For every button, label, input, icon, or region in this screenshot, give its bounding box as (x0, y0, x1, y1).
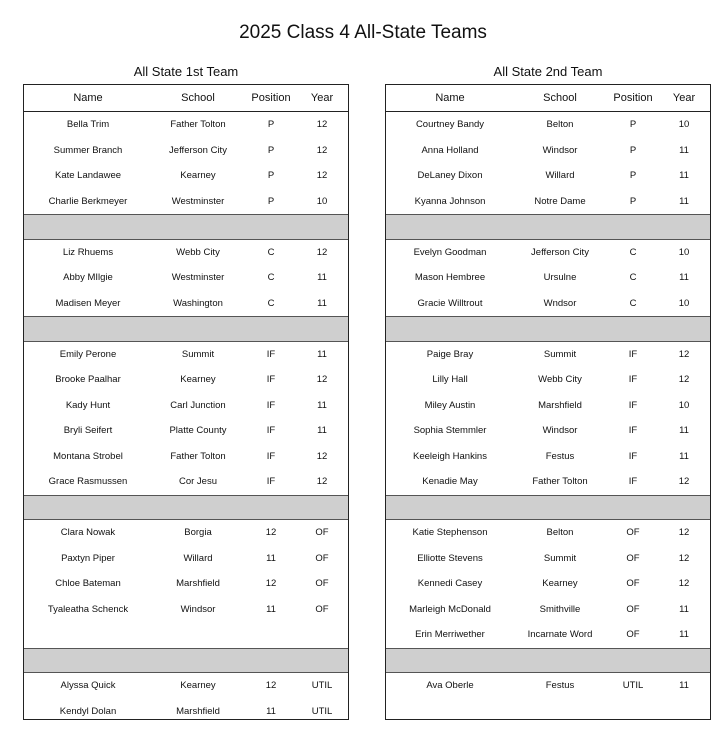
player-position: IF (628, 374, 638, 386)
player-position: UTIL (622, 680, 644, 692)
player-name: DeLaney Dixon (417, 170, 483, 182)
player-position: IF (628, 425, 638, 437)
player-school: Platte County (169, 425, 227, 437)
player-year: 11 (317, 425, 327, 437)
player-name: Kate Landawee (54, 170, 122, 182)
player-position: IF (266, 425, 276, 437)
player-year: 12 (678, 348, 690, 360)
table-row (386, 444, 710, 470)
second-team-table (385, 84, 711, 720)
player-school: Windsor (542, 144, 578, 156)
first-team-table (23, 84, 349, 720)
player-name: Kenadie May (422, 476, 478, 488)
table-row (386, 189, 710, 215)
table-row (24, 444, 348, 470)
header-name: Name (435, 92, 465, 104)
player-school: Marshfield (176, 705, 220, 717)
table-row (386, 571, 710, 597)
group-separator (24, 648, 348, 674)
player-year: 12 (678, 527, 690, 539)
player-position: OF (626, 552, 640, 564)
player-year: 10 (316, 195, 328, 207)
player-name: Charlie Berkmeyer (48, 195, 128, 207)
player-year: 11 (317, 399, 327, 411)
table-row (24, 673, 348, 699)
player-name: Abby MIlgie (63, 272, 113, 284)
player-position: OF (626, 527, 640, 539)
player-position: IF (628, 450, 638, 462)
player-name: Clara Nowak (60, 527, 116, 539)
player-school: Summit (181, 348, 215, 360)
table-row (386, 138, 710, 164)
table-row (386, 520, 710, 546)
player-year: 12 (316, 170, 328, 182)
player-name: Liz Rhuems (62, 246, 114, 258)
table-row (24, 520, 348, 546)
table-row (24, 189, 348, 215)
header-school: School (181, 92, 215, 104)
player-position: P (267, 119, 275, 131)
player-year: 12 (316, 246, 328, 258)
table-row (24, 342, 348, 368)
player-school: Webb City (176, 246, 220, 258)
player-school: Kearney (180, 680, 216, 692)
player-year: UTIL (311, 705, 333, 717)
table-row (24, 469, 348, 495)
player-year: 11 (679, 425, 689, 437)
player-position: OF (626, 629, 640, 641)
player-position: P (267, 195, 275, 207)
player-school: Kearney (542, 578, 578, 590)
player-name: Kyanna Johnson (414, 195, 486, 207)
table-row (24, 240, 348, 266)
table-row (386, 393, 710, 419)
header-name: Name (73, 92, 103, 104)
player-position: P (629, 119, 637, 131)
second-team-heading: All State 2nd Team (493, 64, 603, 79)
table-row (24, 546, 348, 572)
player-school: Incarnate Word (527, 629, 593, 641)
player-school: Belton (546, 119, 574, 131)
group-separator (386, 214, 710, 240)
table-row (24, 597, 348, 623)
player-position: 11 (266, 552, 276, 564)
table-row (386, 597, 710, 623)
table-row (386, 546, 710, 572)
player-position: P (267, 170, 275, 182)
table-row (386, 240, 710, 266)
player-school: Marshfield (538, 399, 582, 411)
player-year: 11 (679, 603, 689, 615)
player-position: OF (626, 603, 640, 615)
player-position: IF (628, 476, 638, 488)
player-year: 10 (678, 246, 690, 258)
player-school: Marshfield (176, 578, 220, 590)
player-year: 11 (679, 144, 689, 156)
player-year: 12 (678, 578, 690, 590)
player-year: 12 (678, 476, 690, 488)
player-year: 12 (678, 374, 690, 386)
table-header (386, 85, 710, 112)
player-name: Erin Merriwether (415, 629, 485, 641)
player-year: 12 (316, 476, 328, 488)
table-row (386, 622, 710, 648)
player-name: Emily Perone (59, 348, 117, 360)
player-school: Webb City (538, 374, 582, 386)
player-school: Jefferson City (169, 144, 227, 156)
player-name: Madisen Meyer (55, 297, 121, 309)
player-year: OF (315, 578, 329, 590)
player-year: 11 (679, 629, 689, 641)
empty-row (24, 622, 348, 648)
group-separator (24, 495, 348, 521)
table-row (386, 418, 710, 444)
player-school: Father Tolton (532, 476, 588, 488)
empty-row (386, 699, 710, 725)
player-name: Brooke Paalhar (55, 374, 121, 386)
player-position: IF (266, 374, 276, 386)
player-school: Jefferson City (531, 246, 589, 258)
player-year: 11 (317, 297, 327, 309)
player-year: UTIL (311, 680, 333, 692)
player-school: Washington (173, 297, 223, 309)
player-name: Kady Hunt (65, 399, 111, 411)
table-row (386, 673, 710, 699)
table-row (24, 265, 348, 291)
player-position: P (629, 144, 637, 156)
player-name: Gracie Willtrout (417, 297, 483, 309)
header-position: Position (613, 92, 653, 104)
player-year: 10 (678, 297, 690, 309)
player-name: Sophia Stemmler (413, 425, 487, 437)
player-position: IF (266, 476, 276, 488)
player-year: 12 (316, 119, 328, 131)
player-name: Miley Austin (424, 399, 476, 411)
player-name: Paxtyn Piper (61, 552, 115, 564)
player-position: OF (626, 578, 640, 590)
player-school: Belton (546, 527, 574, 539)
header-school: School (543, 92, 577, 104)
player-name: Marleigh McDonald (409, 603, 491, 615)
player-year: 11 (317, 272, 327, 284)
header-year: Year (310, 92, 334, 104)
table-row (24, 699, 348, 725)
table-row (386, 367, 710, 393)
player-name: Courtney Bandy (415, 119, 485, 131)
player-school: Willard (183, 552, 213, 564)
player-name: Ava Oberle (426, 680, 474, 692)
player-school: Wndsor (543, 297, 577, 309)
player-position: C (267, 272, 275, 284)
table-row (24, 571, 348, 597)
player-year: 10 (678, 399, 690, 411)
player-school: Ursulne (543, 272, 577, 284)
table-row (24, 163, 348, 189)
player-year: 12 (678, 552, 690, 564)
player-position: C (629, 272, 637, 284)
player-school: Carl Junction (170, 399, 226, 411)
player-school: Windsor (542, 425, 578, 437)
table-row (24, 367, 348, 393)
first-team-heading: All State 1st Team (133, 64, 239, 79)
player-name: Lilly Hall (432, 374, 468, 386)
group-separator (24, 316, 348, 342)
player-school: Summit (543, 552, 577, 564)
player-year: 11 (679, 450, 689, 462)
player-school: Westminster (171, 272, 225, 284)
player-year: OF (315, 552, 329, 564)
player-name: Mason Hembree (414, 272, 486, 284)
player-position: 12 (265, 578, 277, 590)
table-row (24, 138, 348, 164)
player-name: Tyaleatha Schenck (47, 603, 129, 615)
player-year: 11 (679, 195, 689, 207)
player-name: Paige Bray (426, 348, 474, 360)
player-position: IF (266, 399, 276, 411)
player-school: Windsor (180, 603, 216, 615)
player-name: Keeleigh Hankins (413, 450, 487, 462)
header-year: Year (672, 92, 696, 104)
group-separator (386, 316, 710, 342)
table-row (24, 418, 348, 444)
player-year: 11 (679, 170, 689, 182)
player-name: Kennedi Casey (417, 578, 483, 590)
player-name: Elliotte Stevens (417, 552, 483, 564)
player-year: 12 (316, 450, 328, 462)
player-school: Summit (543, 348, 577, 360)
player-school: Cor Jesu (178, 476, 217, 488)
table-row (24, 291, 348, 317)
player-position: 12 (265, 680, 277, 692)
player-position: 11 (266, 705, 276, 717)
player-name: Alyssa Quick (60, 680, 116, 692)
table-header (24, 85, 348, 112)
group-separator (386, 648, 710, 674)
player-position: 12 (265, 527, 277, 539)
player-name: Montana Strobel (53, 450, 123, 462)
player-position: P (267, 144, 275, 156)
group-separator (386, 495, 710, 521)
player-school: Smithville (539, 603, 581, 615)
player-position: C (267, 297, 275, 309)
player-name: Anna Holland (421, 144, 479, 156)
table-row (386, 112, 710, 138)
player-name: Kendyl Dolan (59, 705, 117, 717)
player-name: Grace Rasmussen (48, 476, 128, 488)
player-school: Kearney (180, 374, 216, 386)
player-year: 12 (316, 374, 328, 386)
player-name: Katie Stephenson (412, 527, 488, 539)
player-year: 10 (678, 119, 690, 131)
player-name: Chloe Bateman (55, 578, 121, 590)
player-school: Festus (545, 680, 575, 692)
player-position: C (629, 297, 637, 309)
player-school: Borgia (184, 527, 212, 539)
player-name: Summer Branch (53, 144, 123, 156)
player-position: P (629, 195, 637, 207)
player-year: 11 (679, 680, 689, 692)
player-year: 11 (679, 272, 689, 284)
player-school: Westminster (171, 195, 225, 207)
player-position: IF (628, 348, 638, 360)
player-year: 12 (316, 144, 328, 156)
player-position: 11 (266, 603, 276, 615)
player-position: IF (628, 399, 638, 411)
player-position: C (267, 246, 275, 258)
table-row (386, 163, 710, 189)
player-year: OF (315, 527, 329, 539)
header-position: Position (251, 92, 291, 104)
table-row (386, 342, 710, 368)
player-school: Festus (545, 450, 575, 462)
table-row (386, 291, 710, 317)
table-row (386, 265, 710, 291)
player-position: IF (266, 450, 276, 462)
group-separator (24, 214, 348, 240)
player-school: Father Tolton (170, 450, 226, 462)
player-school: Notre Dame (534, 195, 586, 207)
player-year: 11 (317, 348, 327, 360)
player-year: OF (315, 603, 329, 615)
player-position: C (629, 246, 637, 258)
player-school: Willard (545, 170, 575, 182)
table-row (386, 469, 710, 495)
player-school: Father Tolton (170, 119, 226, 131)
player-position: IF (266, 348, 276, 360)
player-name: Bryli Seifert (63, 425, 113, 437)
player-name: Bella Trim (66, 119, 110, 131)
player-school: Kearney (180, 170, 216, 182)
table-row (24, 393, 348, 419)
player-name: Evelyn Goodman (413, 246, 487, 258)
player-position: P (629, 170, 637, 182)
page-title: 2025 Class 4 All-State Teams (239, 22, 487, 43)
table-row (24, 112, 348, 138)
